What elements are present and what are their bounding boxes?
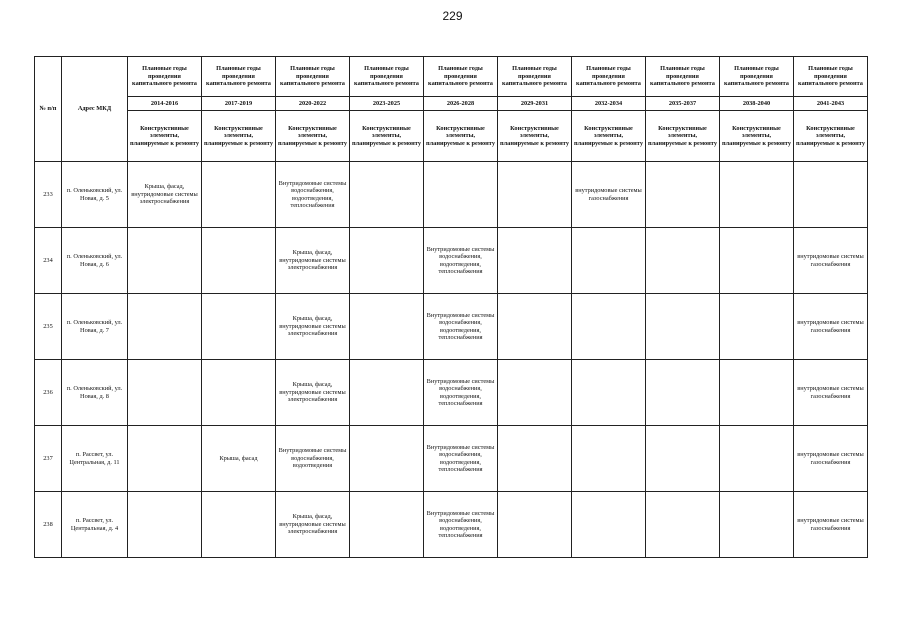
header-number: № п/п [35,57,62,162]
table-cell [128,492,202,558]
header-period-title: Плановые годы проведения капитального ремонта [720,57,794,97]
table-cell: внутридомовые системы газоснабжения [794,492,868,558]
table-row [35,492,868,558]
table-cell [350,492,424,558]
header-elements: Конструктивные элементы, планируемые к ремонту [720,111,794,162]
header-period-title: Плановые годы проведения капитального ремонта [424,57,498,97]
table-row [35,162,868,228]
table-cell [350,162,424,228]
table-cell: Крыша, фасад, внутридомовые системы электроснабжения [128,162,202,228]
row-address: п. Оленьковский, ул. Новая, д. 5 [62,162,128,228]
table-cell [350,426,424,492]
table-cell [350,294,424,360]
table-cell [720,162,794,228]
row-address: п. Рассвет, ул. Центральная, д. 11 [62,426,128,492]
table-cell [794,162,868,228]
header-period-title: Плановые годы проведения капитального ремонта [350,57,424,97]
table-cell [202,294,276,360]
header-elements: Конструктивные элементы, планируемые к ремонту [498,111,572,162]
row-address: п. Оленьковский, ул. Новая, д. 6 [62,228,128,294]
table-cell [572,360,646,426]
table-cell: внутридомовые системы газоснабжения [794,294,868,360]
table-cell [646,492,720,558]
table-cell [202,162,276,228]
table-cell [572,294,646,360]
row-number: 238 [35,492,62,558]
table-row [35,426,868,492]
table-cell: Крыша, фасад, внутридомовые системы электроснабжения [276,294,350,360]
table-cell [572,492,646,558]
row-number: 233 [35,162,62,228]
table-cell: Крыша, фасад, внутридомовые системы электроснабжения [276,228,350,294]
table-cell [128,426,202,492]
row-number: 237 [35,426,62,492]
table-cell [498,228,572,294]
header-period-title: Плановые годы проведения капитального ремонта [572,57,646,97]
header-elements: Конструктивные элементы, планируемые к ремонту [572,111,646,162]
header-year: 2032-2034 [572,97,646,111]
table-cell: Крыша, фасад, внутридомовые системы электроснабжения [276,492,350,558]
table-cell [498,492,572,558]
row-number: 236 [35,360,62,426]
header-elements: Конструктивные элементы, планируемые к ремонту [276,111,350,162]
header-row-years [35,97,868,111]
table-cell [572,426,646,492]
header-elements: Конструктивные элементы, планируемые к ремонту [794,111,868,162]
header-year: 2023-2025 [350,97,424,111]
header-elements: Конструктивные элементы, планируемые к ремонту [646,111,720,162]
table-cell [498,294,572,360]
page-number: 229 [442,9,463,23]
header-year: 2029-2031 [498,97,572,111]
row-address: п. Рассвет, ул. Центральная, д. 4 [62,492,128,558]
table-cell: Внутридомовые системы водоснабжения, водоотведения, теплоснабжения [424,492,498,558]
header-year: 2014-2016 [128,97,202,111]
header-period-title: Плановые годы проведения капитального ремонта [128,57,202,97]
header-year: 2035-2037 [646,97,720,111]
row-address: п. Оленьковский, ул. Новая, д. 7 [62,294,128,360]
table-cell [720,492,794,558]
table-cell: Внутридомовые системы водоснабжения, водоотведения, теплоснабжения [424,360,498,426]
table-cell: внутридомовые системы газоснабжения [794,426,868,492]
header-elements: Конструктивные элементы, планируемые к ремонту [350,111,424,162]
header-row-period-titles [35,57,868,97]
header-elements: Конструктивные элементы, планируемые к ремонту [424,111,498,162]
table-cell [720,294,794,360]
table-cell: Внутридомовые системы водоснабжения, водоотведения, теплоснабжения [424,426,498,492]
table-cell: Внутридомовые системы водоснабжения, водоотведения, теплоснабжения [424,294,498,360]
table-cell [646,360,720,426]
table-cell: внутридомовые системы газоснабжения [794,228,868,294]
table-cell: Внутридомовые системы водоснабжения, водоотведения, теплоснабжения [276,162,350,228]
header-elements: Конструктивные элементы, планируемые к ремонту [202,111,276,162]
capital-repair-plan-table [34,56,868,558]
header-elements: Конструктивные элементы, планируемые к ремонту [128,111,202,162]
header-year: 2038-2040 [720,97,794,111]
table-cell [202,492,276,558]
table-cell [498,426,572,492]
table-cell: внутридомовые системы газоснабжения [794,360,868,426]
table-cell [350,228,424,294]
table-row [35,294,868,360]
table-cell [128,294,202,360]
table-row [35,228,868,294]
header-year: 2041-2043 [794,97,868,111]
table-cell [424,162,498,228]
table-cell [720,360,794,426]
table-cell: Внутридомовые системы водоснабжения, водоотведения, теплоснабжения [424,228,498,294]
header-period-title: Плановые годы проведения капитального ремонта [794,57,868,97]
header-period-title: Плановые годы проведения капитального ремонта [498,57,572,97]
table-cell [128,360,202,426]
header-period-title: Плановые годы проведения капитального ремонта [646,57,720,97]
table-cell [498,360,572,426]
row-number: 234 [35,228,62,294]
row-number: 235 [35,294,62,360]
header-year: 2026-2028 [424,97,498,111]
table-cell: внутридомовые системы газоснабжения [572,162,646,228]
table-cell: Внутридомовые системы водоснабжения, водоотведения [276,426,350,492]
table-cell [572,228,646,294]
table-cell [350,360,424,426]
table-cell [646,162,720,228]
header-year: 2020-2022 [276,97,350,111]
table-cell [128,228,202,294]
table-cell [202,228,276,294]
header-address: Адрес МКД [62,57,128,162]
table-cell [646,294,720,360]
table-cell: Крыша, фасад, внутридомовые системы электроснабжения [276,360,350,426]
header-period-title: Плановые годы проведения капитального ремонта [202,57,276,97]
row-address: п. Оленьковский, ул. Новая, д. 8 [62,360,128,426]
table-cell [720,228,794,294]
table-cell: Крыша, фасад [202,426,276,492]
table-cell [720,426,794,492]
table-cell [202,360,276,426]
header-row-elements [35,111,868,162]
table-cell [646,228,720,294]
header-period-title: Плановые годы проведения капитального ремонта [276,57,350,97]
table-cell [498,162,572,228]
table-row [35,360,868,426]
table-cell [646,426,720,492]
header-year: 2017-2019 [202,97,276,111]
